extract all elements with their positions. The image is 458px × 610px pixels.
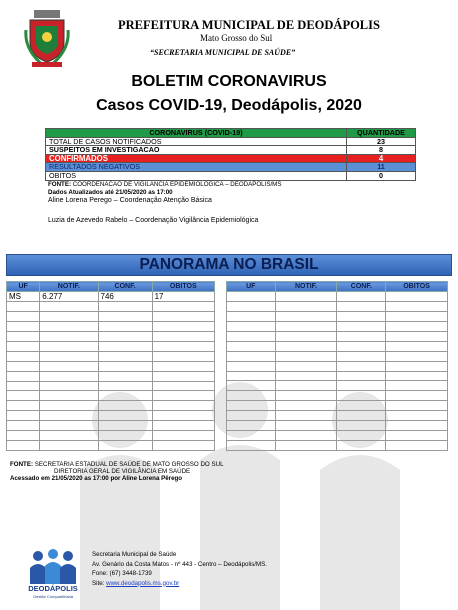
table-cell xyxy=(40,431,98,441)
table-cell xyxy=(275,321,337,331)
table-cell xyxy=(275,292,337,302)
table-cell xyxy=(227,401,276,411)
table-cell xyxy=(7,421,40,431)
table-row xyxy=(7,391,215,401)
table-cell xyxy=(386,401,448,411)
table-cell xyxy=(7,371,40,381)
table-cell xyxy=(227,351,276,361)
table-cell xyxy=(337,321,386,331)
table-cell xyxy=(386,351,448,361)
table-cell xyxy=(98,321,152,331)
table-cell xyxy=(386,301,448,311)
table-cell xyxy=(7,311,40,321)
table-cell xyxy=(152,441,214,451)
table-row xyxy=(7,431,215,441)
table-cell xyxy=(98,381,152,391)
table-cell xyxy=(337,351,386,361)
table-cell xyxy=(98,391,152,401)
source2-label: FONTE: xyxy=(10,461,34,468)
table-cell: MS xyxy=(7,292,40,302)
table-cell xyxy=(40,421,98,431)
col-obitos: OBITOS xyxy=(386,282,448,292)
col-notif: NOTIF. xyxy=(275,282,337,292)
col-conf: CONF. xyxy=(337,282,386,292)
table-row xyxy=(7,371,215,381)
table-cell xyxy=(337,341,386,351)
table-cell xyxy=(40,341,98,351)
table-cell xyxy=(227,341,276,351)
table-row xyxy=(227,301,448,311)
secretariat-name: “SECRETARIA MUNICIPAL DE SAÚDE” xyxy=(150,48,296,57)
table-cell xyxy=(275,401,337,411)
table-row xyxy=(227,381,448,391)
source-text: COORDENACAO DE VIGILANCIA EPIDEMIOLOGICA – DEODAPOLIS/MS xyxy=(71,181,282,188)
source2-line2: DIRETORIA GERAL DE VIGILÂNCIA EM SAÚDE xyxy=(54,468,191,475)
table-cell xyxy=(337,441,386,451)
table-cell xyxy=(152,341,214,351)
table-cell xyxy=(337,292,386,302)
table-cell xyxy=(275,441,337,451)
table-cell xyxy=(98,351,152,361)
footer-address-block xyxy=(92,550,267,588)
table-cell xyxy=(98,421,152,431)
table-row xyxy=(227,321,448,331)
table-cell xyxy=(275,301,337,311)
table-row xyxy=(227,391,448,401)
stats-value: 11 xyxy=(347,163,416,172)
municipality-title: PREFEITURA MUNICIPAL DE DEODÁPOLIS xyxy=(118,18,380,32)
table-cell xyxy=(275,371,337,381)
table-cell xyxy=(227,321,276,331)
col-uf: UF xyxy=(227,282,276,292)
table-cell xyxy=(386,441,448,451)
table-row xyxy=(227,351,448,361)
footer-site-link[interactable]: www.deodapolis.ms.gov.br xyxy=(106,579,180,587)
table-row xyxy=(227,331,448,341)
table-cell xyxy=(98,371,152,381)
col-obitos: OBITOS xyxy=(152,282,214,292)
table-cell xyxy=(386,321,448,331)
table-cell xyxy=(40,441,98,451)
stats-label: TOTAL DE CASOS NOTIFICADOS xyxy=(46,137,347,146)
table-cell xyxy=(7,401,40,411)
state-source-note xyxy=(10,461,224,475)
source2-line1: SECRETARIA ESTADUAL DE SAÚDE DE MATO GROSSO DO SUL xyxy=(33,461,224,468)
table-cell: 746 xyxy=(98,292,152,302)
table-cell xyxy=(275,331,337,341)
table-cell xyxy=(98,401,152,411)
table-row xyxy=(227,431,448,441)
update-note: Dados Atualizados até 21/05/2020 as 17:00 xyxy=(48,189,173,196)
stats-header-label: CORONAVIRUS (COVID-19) xyxy=(46,129,347,138)
stats-label: OBITOS xyxy=(46,171,347,180)
table-cell xyxy=(152,361,214,371)
table-cell xyxy=(7,411,40,421)
table-row xyxy=(7,441,215,451)
table-cell xyxy=(386,411,448,421)
table-cell xyxy=(337,301,386,311)
stats-value: 8 xyxy=(347,146,416,155)
table-cell xyxy=(98,302,152,312)
stats-value: 23 xyxy=(347,137,416,146)
table-cell xyxy=(275,351,337,361)
table-cell xyxy=(275,381,337,391)
state-name: Mato Grosso do Sul xyxy=(200,33,273,43)
table-cell xyxy=(227,391,276,401)
table-cell xyxy=(7,302,40,312)
table-cell xyxy=(152,381,214,391)
table-cell xyxy=(7,321,40,331)
stats-row-deaths xyxy=(46,171,416,180)
table-cell xyxy=(152,421,214,431)
table-cell xyxy=(152,371,214,381)
table-row xyxy=(7,411,215,421)
bulletin-title: BOLETIM CORONAVIRUS xyxy=(131,73,327,90)
table-cell xyxy=(7,351,40,361)
table-cell xyxy=(98,411,152,421)
table-cell xyxy=(227,292,276,302)
stats-label: RESULTADOS NEGATIVOS xyxy=(46,163,347,172)
stats-header-row xyxy=(46,129,416,138)
table-cell xyxy=(98,441,152,451)
table-cell xyxy=(386,431,448,441)
table-cell xyxy=(152,411,214,421)
table-cell xyxy=(152,401,214,411)
table-cell xyxy=(227,331,276,341)
table-cell xyxy=(152,302,214,312)
table-cell xyxy=(227,431,276,441)
table-cell xyxy=(386,311,448,321)
table-cell: 17 xyxy=(152,292,214,302)
table-row xyxy=(227,421,448,431)
table-row xyxy=(7,302,215,312)
col-conf: CONF. xyxy=(98,282,152,292)
coordinator-primary-care: Aline Lorena Perego – Coordenação Atenção Básica xyxy=(48,197,212,204)
panorama-header-row xyxy=(7,282,215,292)
table-cell xyxy=(386,381,448,391)
table-cell xyxy=(275,391,337,401)
table-cell xyxy=(152,391,214,401)
table-cell xyxy=(7,391,40,401)
table-cell xyxy=(337,371,386,381)
table-cell xyxy=(40,331,98,341)
table-cell: 6.277 xyxy=(40,292,98,302)
table-cell xyxy=(337,391,386,401)
table-cell xyxy=(227,311,276,321)
panorama-header-row xyxy=(227,282,448,292)
footer-org: Secretaria Municipal de Saúde xyxy=(92,551,177,558)
stats-row-negative xyxy=(46,163,416,172)
table-cell xyxy=(227,381,276,391)
table-row xyxy=(7,401,215,411)
table-cell xyxy=(227,301,276,311)
table-row xyxy=(227,371,448,381)
table-row xyxy=(7,351,215,361)
table-row xyxy=(227,411,448,421)
covid-stats-table xyxy=(45,128,416,181)
table-row xyxy=(7,421,215,431)
footer-logo-name: DEODÁPOLIS xyxy=(28,584,78,593)
stats-value: 0 xyxy=(347,171,416,180)
table-cell xyxy=(40,411,98,421)
table-cell xyxy=(98,331,152,341)
table-cell xyxy=(40,371,98,381)
table-cell xyxy=(152,321,214,331)
accessed-note: Acessado em 21/05/2020 as 17:00 por Aline Lorena Pêrego xyxy=(10,475,183,482)
table-row xyxy=(227,341,448,351)
table-cell xyxy=(386,391,448,401)
table-cell xyxy=(227,441,276,451)
table-cell xyxy=(386,361,448,371)
table-cell xyxy=(227,421,276,431)
table-row xyxy=(7,321,215,331)
table-cell xyxy=(40,361,98,371)
table-row xyxy=(227,441,448,451)
col-uf: UF xyxy=(7,282,40,292)
table-cell xyxy=(227,371,276,381)
table-cell xyxy=(386,331,448,341)
table-cell xyxy=(40,321,98,331)
table-cell xyxy=(152,431,214,441)
table-cell xyxy=(40,311,98,321)
table-row xyxy=(7,292,215,302)
table-cell xyxy=(40,351,98,361)
table-cell xyxy=(152,351,214,361)
table-cell xyxy=(275,341,337,351)
table-row xyxy=(7,311,215,321)
table-cell xyxy=(337,431,386,441)
table-cell xyxy=(275,411,337,421)
table-row xyxy=(7,361,215,371)
table-cell xyxy=(386,292,448,302)
table-cell xyxy=(40,302,98,312)
table-cell xyxy=(337,421,386,431)
stats-header-qty: QUANTIDADE xyxy=(347,129,416,138)
table-cell xyxy=(98,431,152,441)
table-cell xyxy=(40,381,98,391)
table-row xyxy=(227,361,448,371)
stats-label: SUSPEITOS EM INVESTIGACAO xyxy=(46,146,347,155)
bulletin-subtitle: Casos COVID-19, Deodápolis, 2020 xyxy=(96,97,362,114)
panorama-table-right xyxy=(226,281,448,451)
table-cell xyxy=(275,311,337,321)
table-cell xyxy=(337,381,386,391)
coordinator-epidemiology: Luzia de Azevedo Rabelo – Coordenação Vigilância Epidemiológica xyxy=(48,217,259,224)
stats-label: CONFIRMADOS xyxy=(46,154,347,163)
table-cell xyxy=(7,361,40,371)
table-cell xyxy=(275,421,337,431)
table-row xyxy=(7,331,215,341)
table-cell xyxy=(227,361,276,371)
table-cell xyxy=(7,331,40,341)
table-row xyxy=(227,311,448,321)
table-cell xyxy=(98,361,152,371)
table-row xyxy=(227,292,448,302)
table-cell xyxy=(386,371,448,381)
table-cell xyxy=(337,311,386,321)
table-cell xyxy=(7,381,40,391)
table-row xyxy=(7,341,215,351)
table-row xyxy=(7,381,215,391)
table-cell xyxy=(40,391,98,401)
panorama-banner: PANORAMA NO BRASIL xyxy=(6,254,452,276)
stats-value: 4 xyxy=(347,154,416,163)
footer-site-label: Site: xyxy=(92,579,107,587)
table-cell xyxy=(227,411,276,421)
table-cell xyxy=(98,311,152,321)
source-label: FONTE: xyxy=(48,181,72,188)
table-cell xyxy=(152,311,214,321)
source-note xyxy=(48,181,281,188)
table-cell xyxy=(7,441,40,451)
table-cell xyxy=(275,431,337,441)
table-cell xyxy=(337,331,386,341)
table-cell xyxy=(40,401,98,411)
table-cell xyxy=(152,331,214,341)
table-cell xyxy=(337,361,386,371)
table-cell xyxy=(7,341,40,351)
table-cell xyxy=(337,411,386,421)
table-cell xyxy=(386,341,448,351)
stats-row-suspected xyxy=(46,146,416,155)
footer-site-line xyxy=(92,579,267,589)
table-cell xyxy=(386,421,448,431)
table-cell xyxy=(98,341,152,351)
table-cell xyxy=(7,431,40,441)
footer-logo-tagline: Gestão Compartilhada xyxy=(32,594,74,599)
col-notif: NOTIF. xyxy=(40,282,98,292)
table-cell xyxy=(337,401,386,411)
footer-phone: Fone: (67) 3448-1739 xyxy=(92,570,152,577)
panorama-table-left xyxy=(6,281,215,451)
table-row xyxy=(227,401,448,411)
footer-address: Av. Genário da Costa Matos - nº 443 - Centro – Deodápolis/MS. xyxy=(92,560,268,568)
table-cell xyxy=(275,361,337,371)
municipal-crest-icon xyxy=(24,10,70,68)
